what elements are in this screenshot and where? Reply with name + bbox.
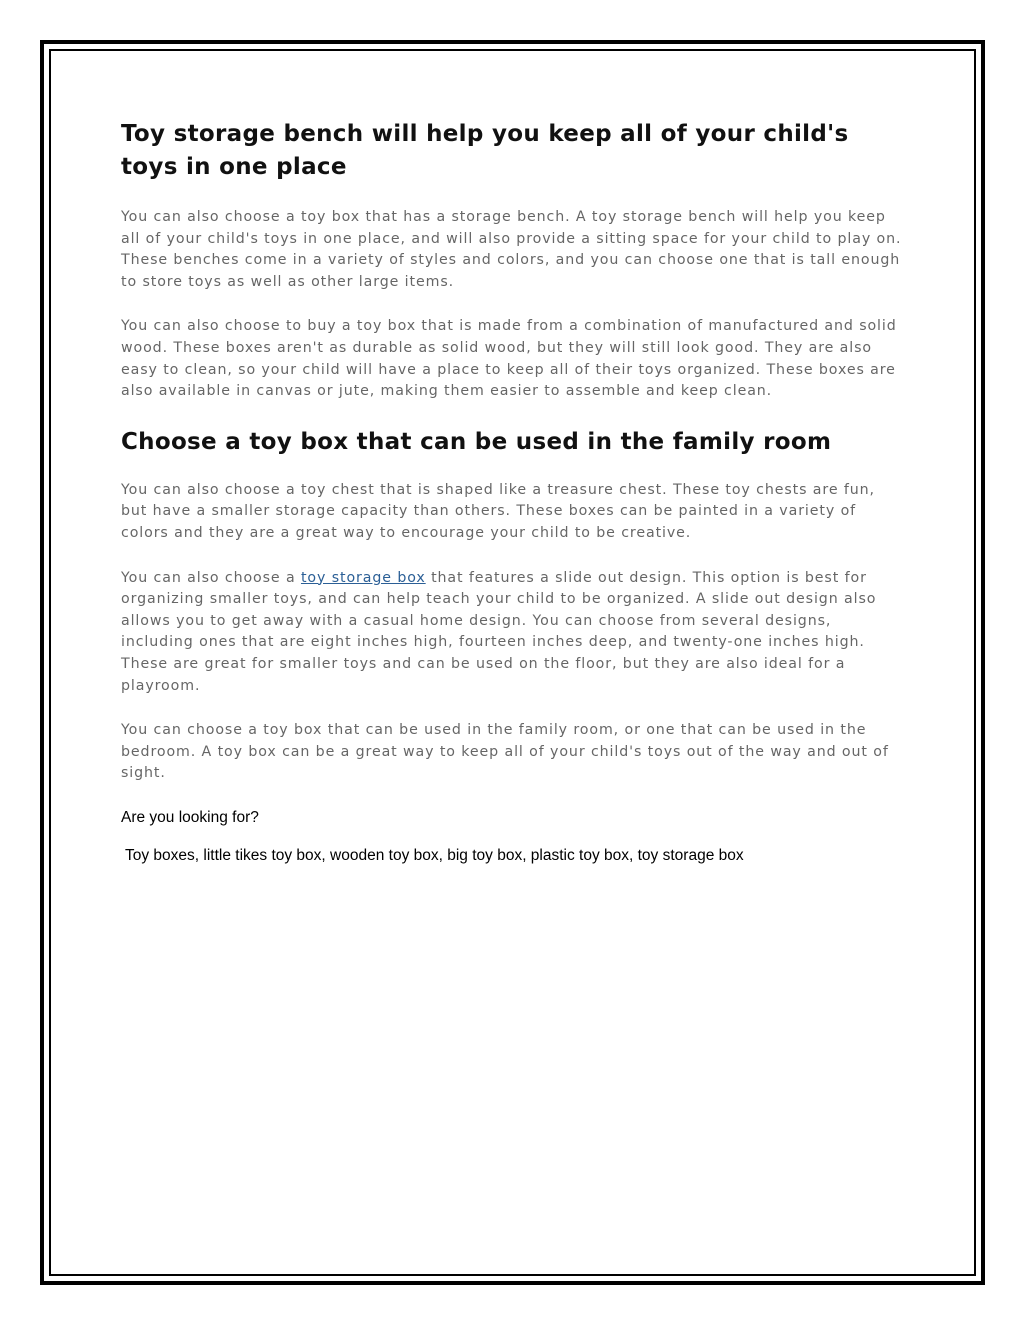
looking-for-question: Are you looking for? bbox=[121, 808, 259, 826]
toy-storage-box-link[interactable]: toy storage box bbox=[300, 569, 426, 586]
section-2-paragraph-1: You can also choose a toy chest that is shaped like a treasure chest. These toy chests are fun, but have a smaller storage capacity than others. These boxes can be painted in a variety of colors and they are a great way to encourage your child to be creative. bbox=[121, 481, 875, 541]
section-1-paragraph-1: You can also choose a toy box that has a storage bench. A toy storage bench will help you keep all of your child's toys in one place, and will also provide a sitting space for your child to play on. These benches come in a variety of styles and colors, and you can choose one that is tall enough to store toys as well as other large items. bbox=[121, 209, 902, 290]
section-2-paragraph-3: You can choose a toy box that can be used in the family room, or one that can be used in the bedroom. A toy box can be a great way to keep all of your child's toys out of the way and out of sight. bbox=[121, 722, 889, 782]
paragraph-text-after-link: that features a slide out design. This option is best for organizing smaller toys, and can help teach your child to be organized. A slide out design also allows you to get away with a casual home design. You can choose from several designs, including ones that are eight inches high, fourteen inches deep, and twenty-one inches high. These are great for smaller toys and can be used on the floor, but they are also ideal for a playroom. bbox=[121, 569, 877, 694]
keywords-list: Toy boxes, little tikes toy box, wooden toy box, big toy box, plastic toy box, toy storage box bbox=[125, 846, 744, 864]
paragraph-text-before-link: You can also choose a bbox=[121, 569, 301, 586]
section-2-paragraph-2 bbox=[121, 568, 906, 698]
section-1-paragraph-2: You can also choose to buy a toy box that is made from a combination of manufactured and solid wood. These boxes aren't as durable as solid wood, but they will still look good. They are also easy to clean, so your child will have a place to keep all of their toys organized. These boxes are also available in canvas or jute, making them easier to assemble and keep clean. bbox=[121, 318, 897, 400]
section-1-heading: Toy storage bench will help you keep all of your child's toys in one place bbox=[121, 121, 849, 180]
section-2-heading: Choose a toy box that can be used in the family room bbox=[121, 428, 832, 455]
document-content bbox=[121, 118, 906, 866]
